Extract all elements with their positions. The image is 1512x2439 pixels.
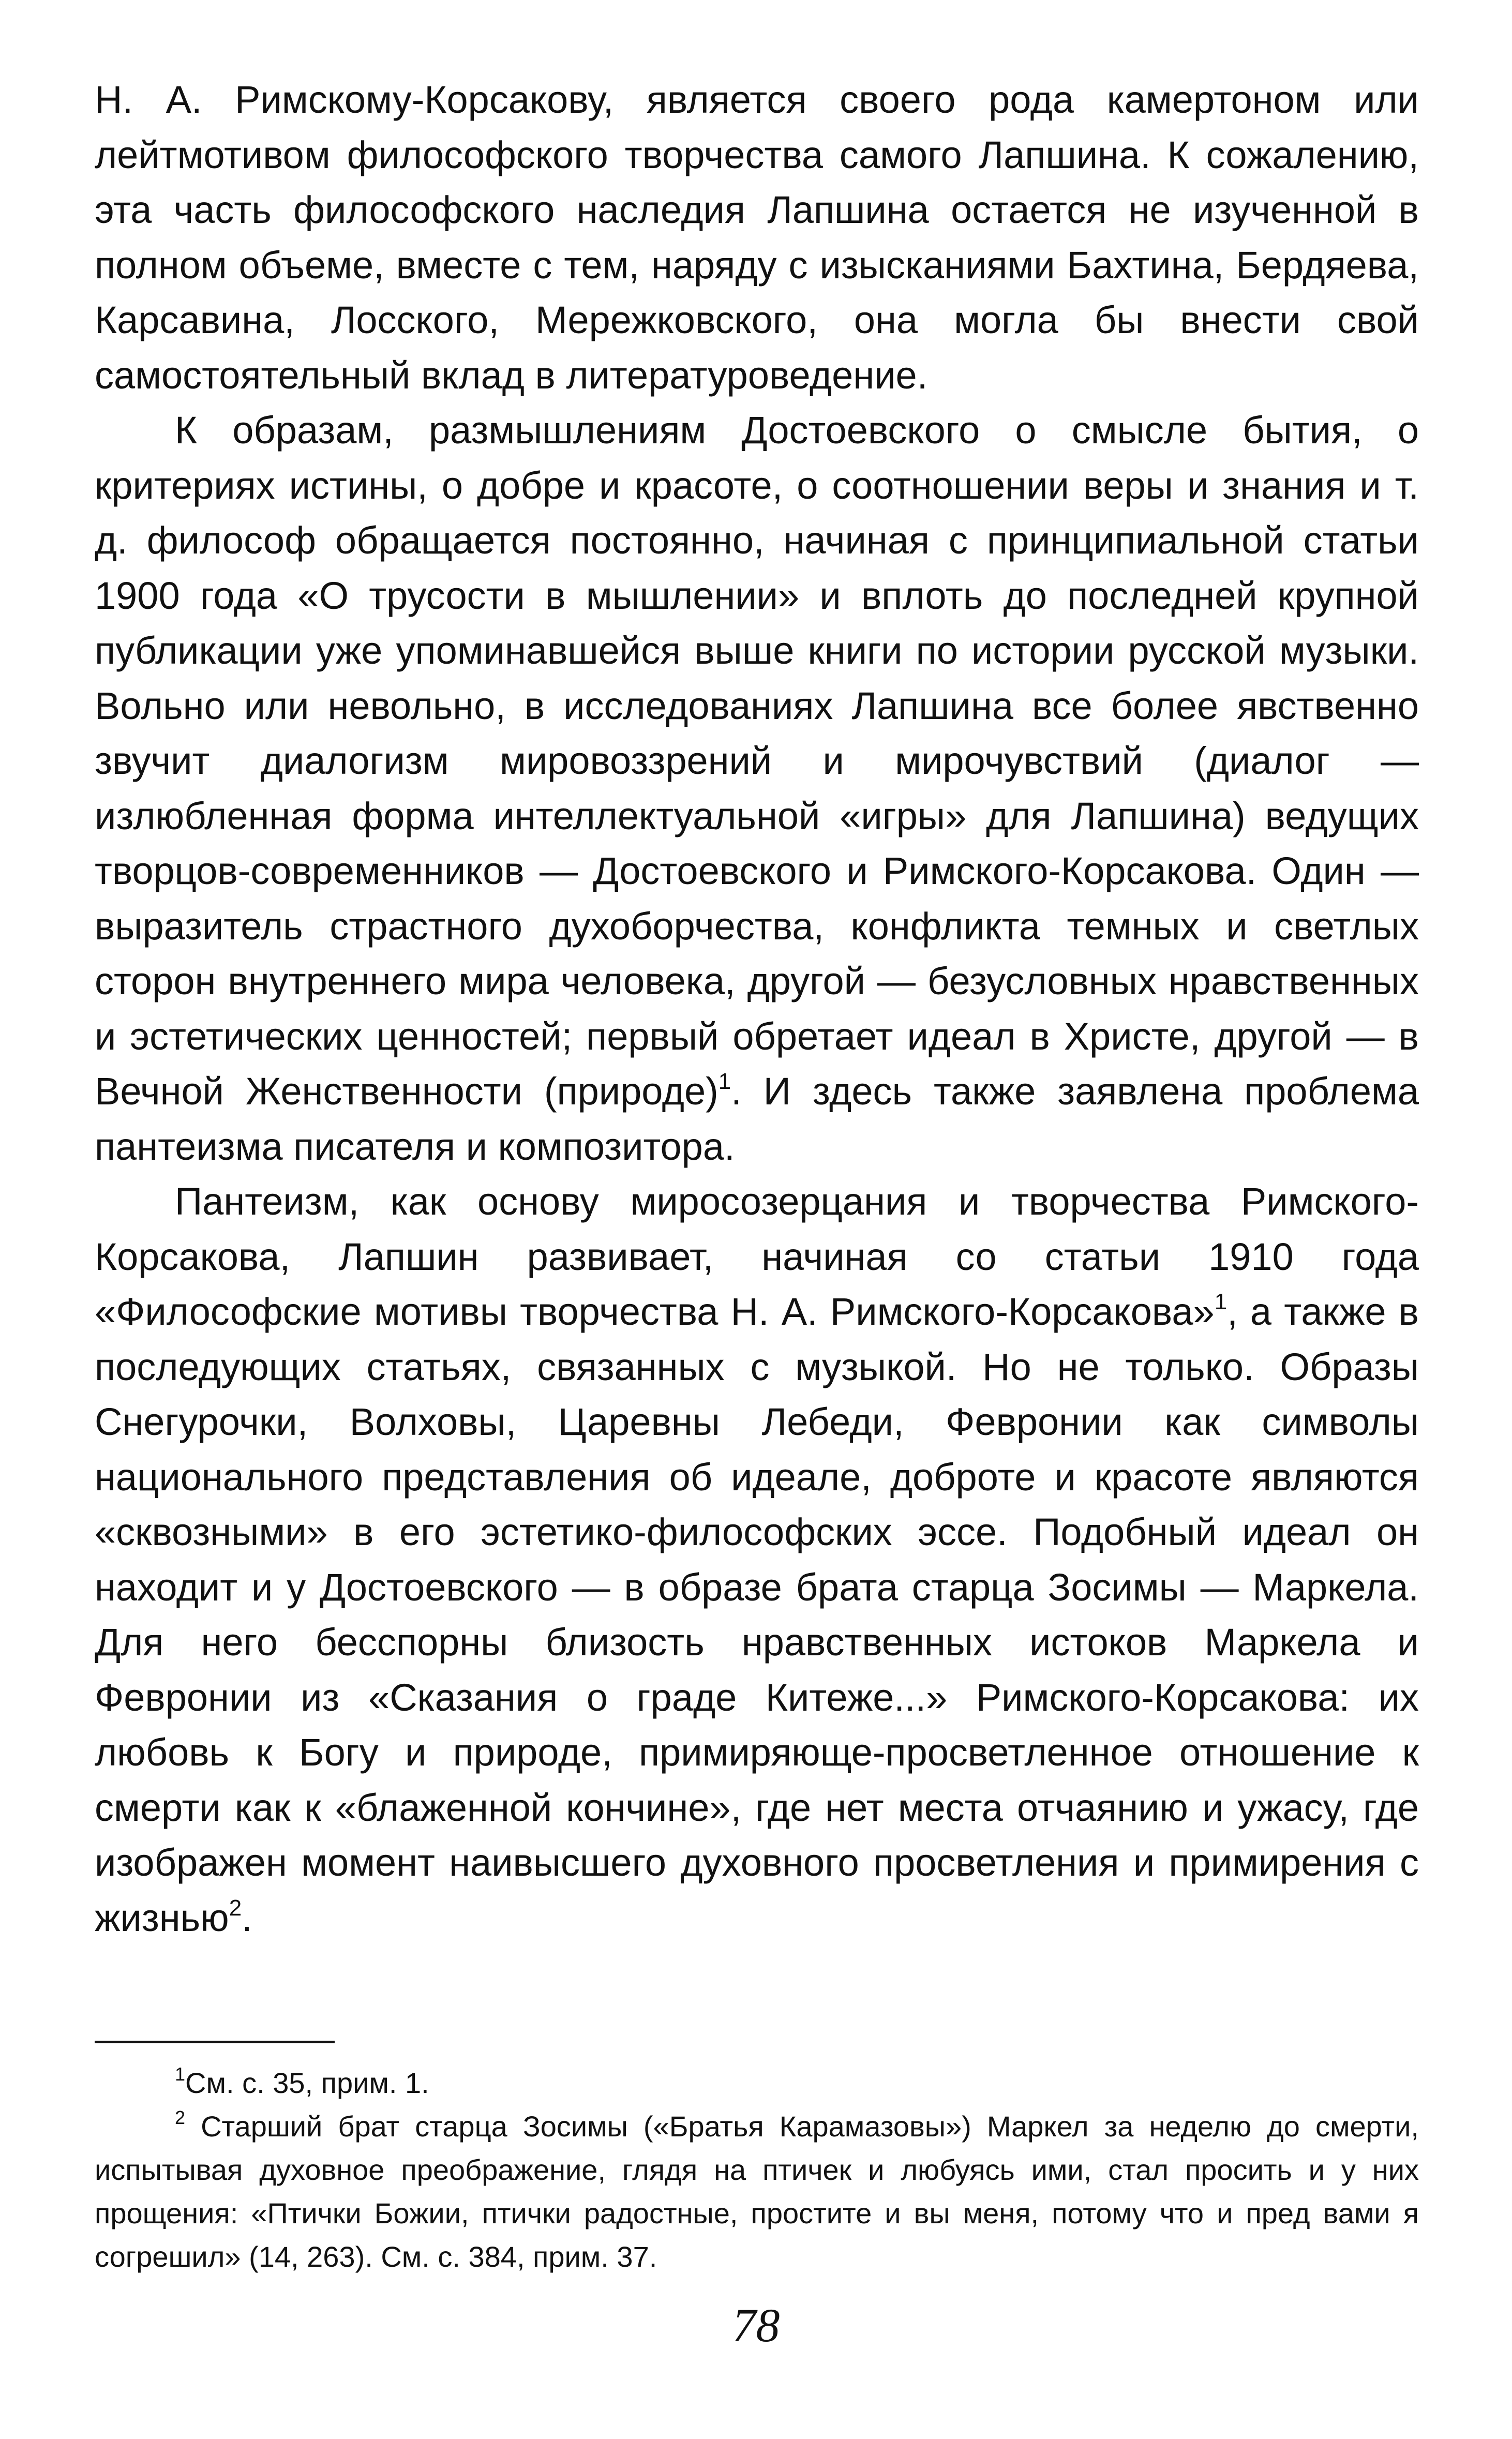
paragraph-3-tail: . <box>242 1896 252 1939</box>
footnote-1 <box>95 2061 1419 2105</box>
footnote-ref-2[interactable]: 2 <box>229 1895 242 1921</box>
paragraph-3-text: Пантеизм, как основу миросозерцания и творчества Римского-Корсакова, Лапшин развивает, начиная со статьи 1910 года «Философские мотивы творчества Н. А. Римского-Корсакова» <box>95 1180 1419 1333</box>
paragraph-3-middle: , а также в последующих статьях, связанных с музыкой. Но не только. Образы Снегурочки, Волховы, Царевны Лебеди, Февронии как символы национального представления об идеале, доброте и красоте являются «сквозными» в его эстетико-философских эссе. Подобный идеал он находит и у Достоевского — в образе брата старца Зосимы — Маркела. Для него бесспорны близость нравственных истоков Маркела и Февронии из «Сказания о граде Китеже...» Римского-Корсакова: их любовь к Богу и природе, примиряюще-просветленное отношение к смерти как к «блаженной кончине», где нет места отчаянию и ужасу, где изображен момент наивысшего духовного просветления и примирения с жизнью <box>95 1290 1419 1939</box>
footnote-divider <box>95 2041 335 2043</box>
footnote-2-text: Старший брат старца Зосимы («Братья Карамазовы») Маркел за неделю до смерти, испытывая духовное преображение, глядя на птичек и любуясь ими, стал просить и у них прощения: «Птички Божии, птички радостные, простите и вы меня, потому что и пред вами я согрешил» (14, 263). См. с. 384, прим. 37. <box>95 2110 1419 2273</box>
paragraph-2 <box>95 403 1419 1174</box>
paragraph-3 <box>95 1174 1419 1946</box>
footnote-ref-1b[interactable]: 1 <box>1214 1289 1227 1314</box>
footnote-mark-1: 1 <box>175 2063 186 2085</box>
paragraph-2-tail: . И здесь также заявлена проблема пантеизма писателя и композитора. <box>95 1070 1419 1168</box>
footnote-2 <box>95 2105 1419 2279</box>
footnote-ref-1[interactable]: 1 <box>718 1069 731 1094</box>
footnote-1-text: См. с. 35, прим. 1. <box>185 2067 429 2099</box>
paragraph-2-text: К образам, размышлениям Достоевского о смысле бытия, о критериях истины, о добре и красоте, о соотношении веры и знания и т. д. философ обращается постоянно, начиная с принципиальной статьи 1900 года «О трусости в мышлении» и вплоть до последней крупной публикации уже упоминавшейся выше книги по истории русской музыки. Вольно или невольно, в исследованиях Лапшина все более явственно звучит диалогизм мировоззрений и мирочувствий (диалог — излюбленная форма интеллектуальной «игры» для Лапшина) ведущих творцов-современников — Достоевского и Римского-Корсакова. Один — выразитель страстного духоборчества, конфликта темных и светлых сторон внутреннего мира человека, другой — безусловных нравственных и эстетических ценностей; первый обретает идеал в Христе, другой — в Вечной Женственности (природе) <box>95 409 1419 1113</box>
footnote-mark-2: 2 <box>175 2107 186 2128</box>
paragraph-1: Н. А. Римскому-Корсакову, является своего рода камертоном или лейтмотивом философского творчества самого Лапшина. К сожалению, эта часть философского наследия Лапшина остается не изученной в полном объеме, вместе с тем, наряду с изысканиями Бахтина, Бердяева, Карсавина, Лосского, Мережковского, она могла бы внести свой самостоятельный вклад в литературоведение. <box>95 78 1419 397</box>
page-number: 78 <box>732 2299 780 2352</box>
main-text <box>95 72 1419 1946</box>
footnotes <box>95 2061 1419 2279</box>
